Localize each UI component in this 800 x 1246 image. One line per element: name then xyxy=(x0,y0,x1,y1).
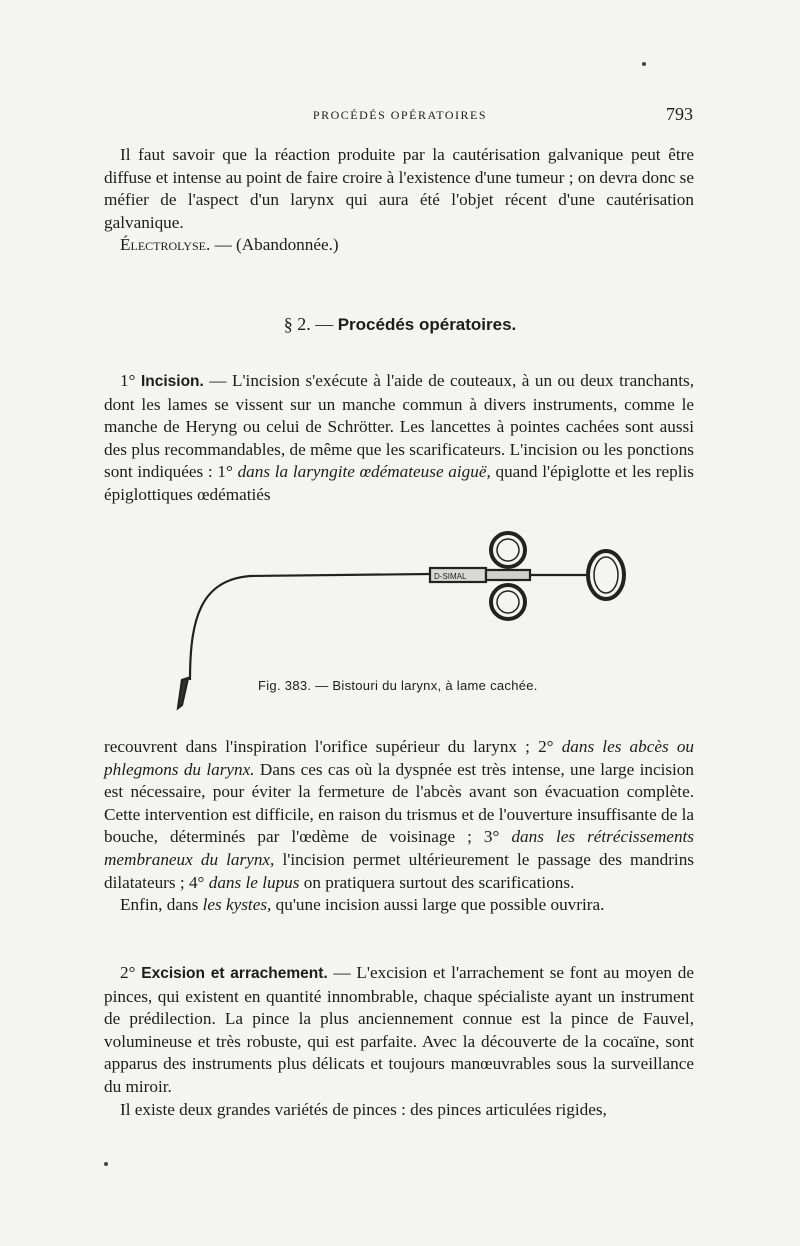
upper-finger-ring xyxy=(491,533,525,567)
paragraph-continuation xyxy=(104,736,694,894)
incision-heading: Incision. xyxy=(140,373,204,390)
continuation-italic-b: dans les rétrécissements membraneux du larynx, xyxy=(104,827,694,869)
enfin-text-b: qu'une incision aussi large que possible ouvrira. xyxy=(271,895,605,915)
electrolyse-label: Électrolyse. xyxy=(120,235,211,255)
electrolyse-text: — (Abandonnée.) xyxy=(210,235,339,255)
section-heading xyxy=(0,314,800,335)
continuation-text-c: l'incision permet ultérieurement le passage des mandrins dilatateurs ; 4° xyxy=(104,849,694,892)
incision-block xyxy=(104,370,694,507)
paragraph-incision xyxy=(104,370,694,507)
page-number: 793 xyxy=(666,104,693,124)
enfin-italic: les kystes, xyxy=(202,895,272,915)
paragraph-electrolyse xyxy=(104,234,694,257)
print-speck xyxy=(642,62,646,66)
paragraph-excision xyxy=(104,962,694,1099)
section-title: Procédés opératoires. xyxy=(337,315,517,334)
incision-number: 1° xyxy=(120,371,141,390)
paragraph-pinces: Il existe deux grandes variétés de pinces : des pinces articulées rigides, xyxy=(120,1099,607,1119)
continuation-text-b: Dans ces cas où la dyspnée est très intense, une large incision est nécessaire, pour éviter la fermeture de l'abcès avant son évacuation complète. Cette intervention est difficile, en raison du trismus et de l'ouverture insuffisante de la bouche, déterminés par l'œdème de voisinage ; 3° xyxy=(104,759,694,847)
running-head: PROCÉDÉS OPÉRATOIRES xyxy=(312,108,488,122)
bistoury-shaft xyxy=(190,574,430,680)
section-number: § 2. — xyxy=(283,314,338,334)
bistoury-blade xyxy=(178,678,188,708)
intro-block xyxy=(104,144,694,257)
figure-caption: Fig. 383. — Bistouri du larynx, à lame cachée. xyxy=(258,678,538,693)
lower-finger-ring xyxy=(491,585,525,619)
incision-text-b: quand l'épiglotte et les replis épiglottiques œdématiés xyxy=(104,462,694,504)
continuation-text-d: on pratiquera surtout des scarifications. xyxy=(299,872,575,892)
print-speck xyxy=(104,1162,108,1166)
continuation-block xyxy=(104,736,694,917)
continuation-italic-a: dans les abcès ou phlegmons du larynx. xyxy=(104,737,695,779)
continuation-text-a: recouvrent dans l'inspiration l'orifice supérieur du larynx ; 2° xyxy=(104,737,562,756)
incision-italic-a: dans la laryngite œdémateuse aiguë, xyxy=(237,462,491,482)
excision-text: — L'excision et l'arrachement se font au moyen de pinces, qui existent en quantité innombrable, chaque spécialiste ayant un instrument de prédilection. La pince la plus anciennement connue est la pince de Fauvel, volumineuse et très robuste, qui est parfaite. Avec la découverte de la cocaïne, sont apparus des instruments plus délicats et toujours manœuvrables sous la surveillance du miroir. xyxy=(104,963,695,1096)
paragraph-enfin xyxy=(104,894,694,917)
engraved-mark: D-SIMAL xyxy=(434,572,467,581)
excision-number: 2° xyxy=(120,963,142,982)
bistoury-barrel xyxy=(486,570,530,580)
paragraph-cauterisation: Il faut savoir que la réaction produite par la cautérisation galvanique peut être diffuse et intense au point de faire croire à l'existence d'une tumeur ; on devra donc se méfier de l'aspect d'un larynx qui aura été l'objet récent d'une cautérisation galvanique. xyxy=(104,145,694,232)
continuation-italic-c: dans le lupus xyxy=(208,872,300,892)
incision-text-a: — L'incision s'exécute à l'aide de couteaux, à un ou deux tranchants, dont les lames se vissent sur un manche commun à divers instruments, comme le manche de Heryng ou celui de Schrötter. Les lancettes à pointes cachées sont aussi des plus recommandables, de même que les scarificateurs. L'incision ou les ponctions sont indiquées : 1° xyxy=(104,371,695,482)
enfin-text-a: Enfin, dans xyxy=(120,895,203,915)
excision-block xyxy=(104,962,694,1121)
excision-heading: Excision et arrachement. xyxy=(141,965,328,982)
